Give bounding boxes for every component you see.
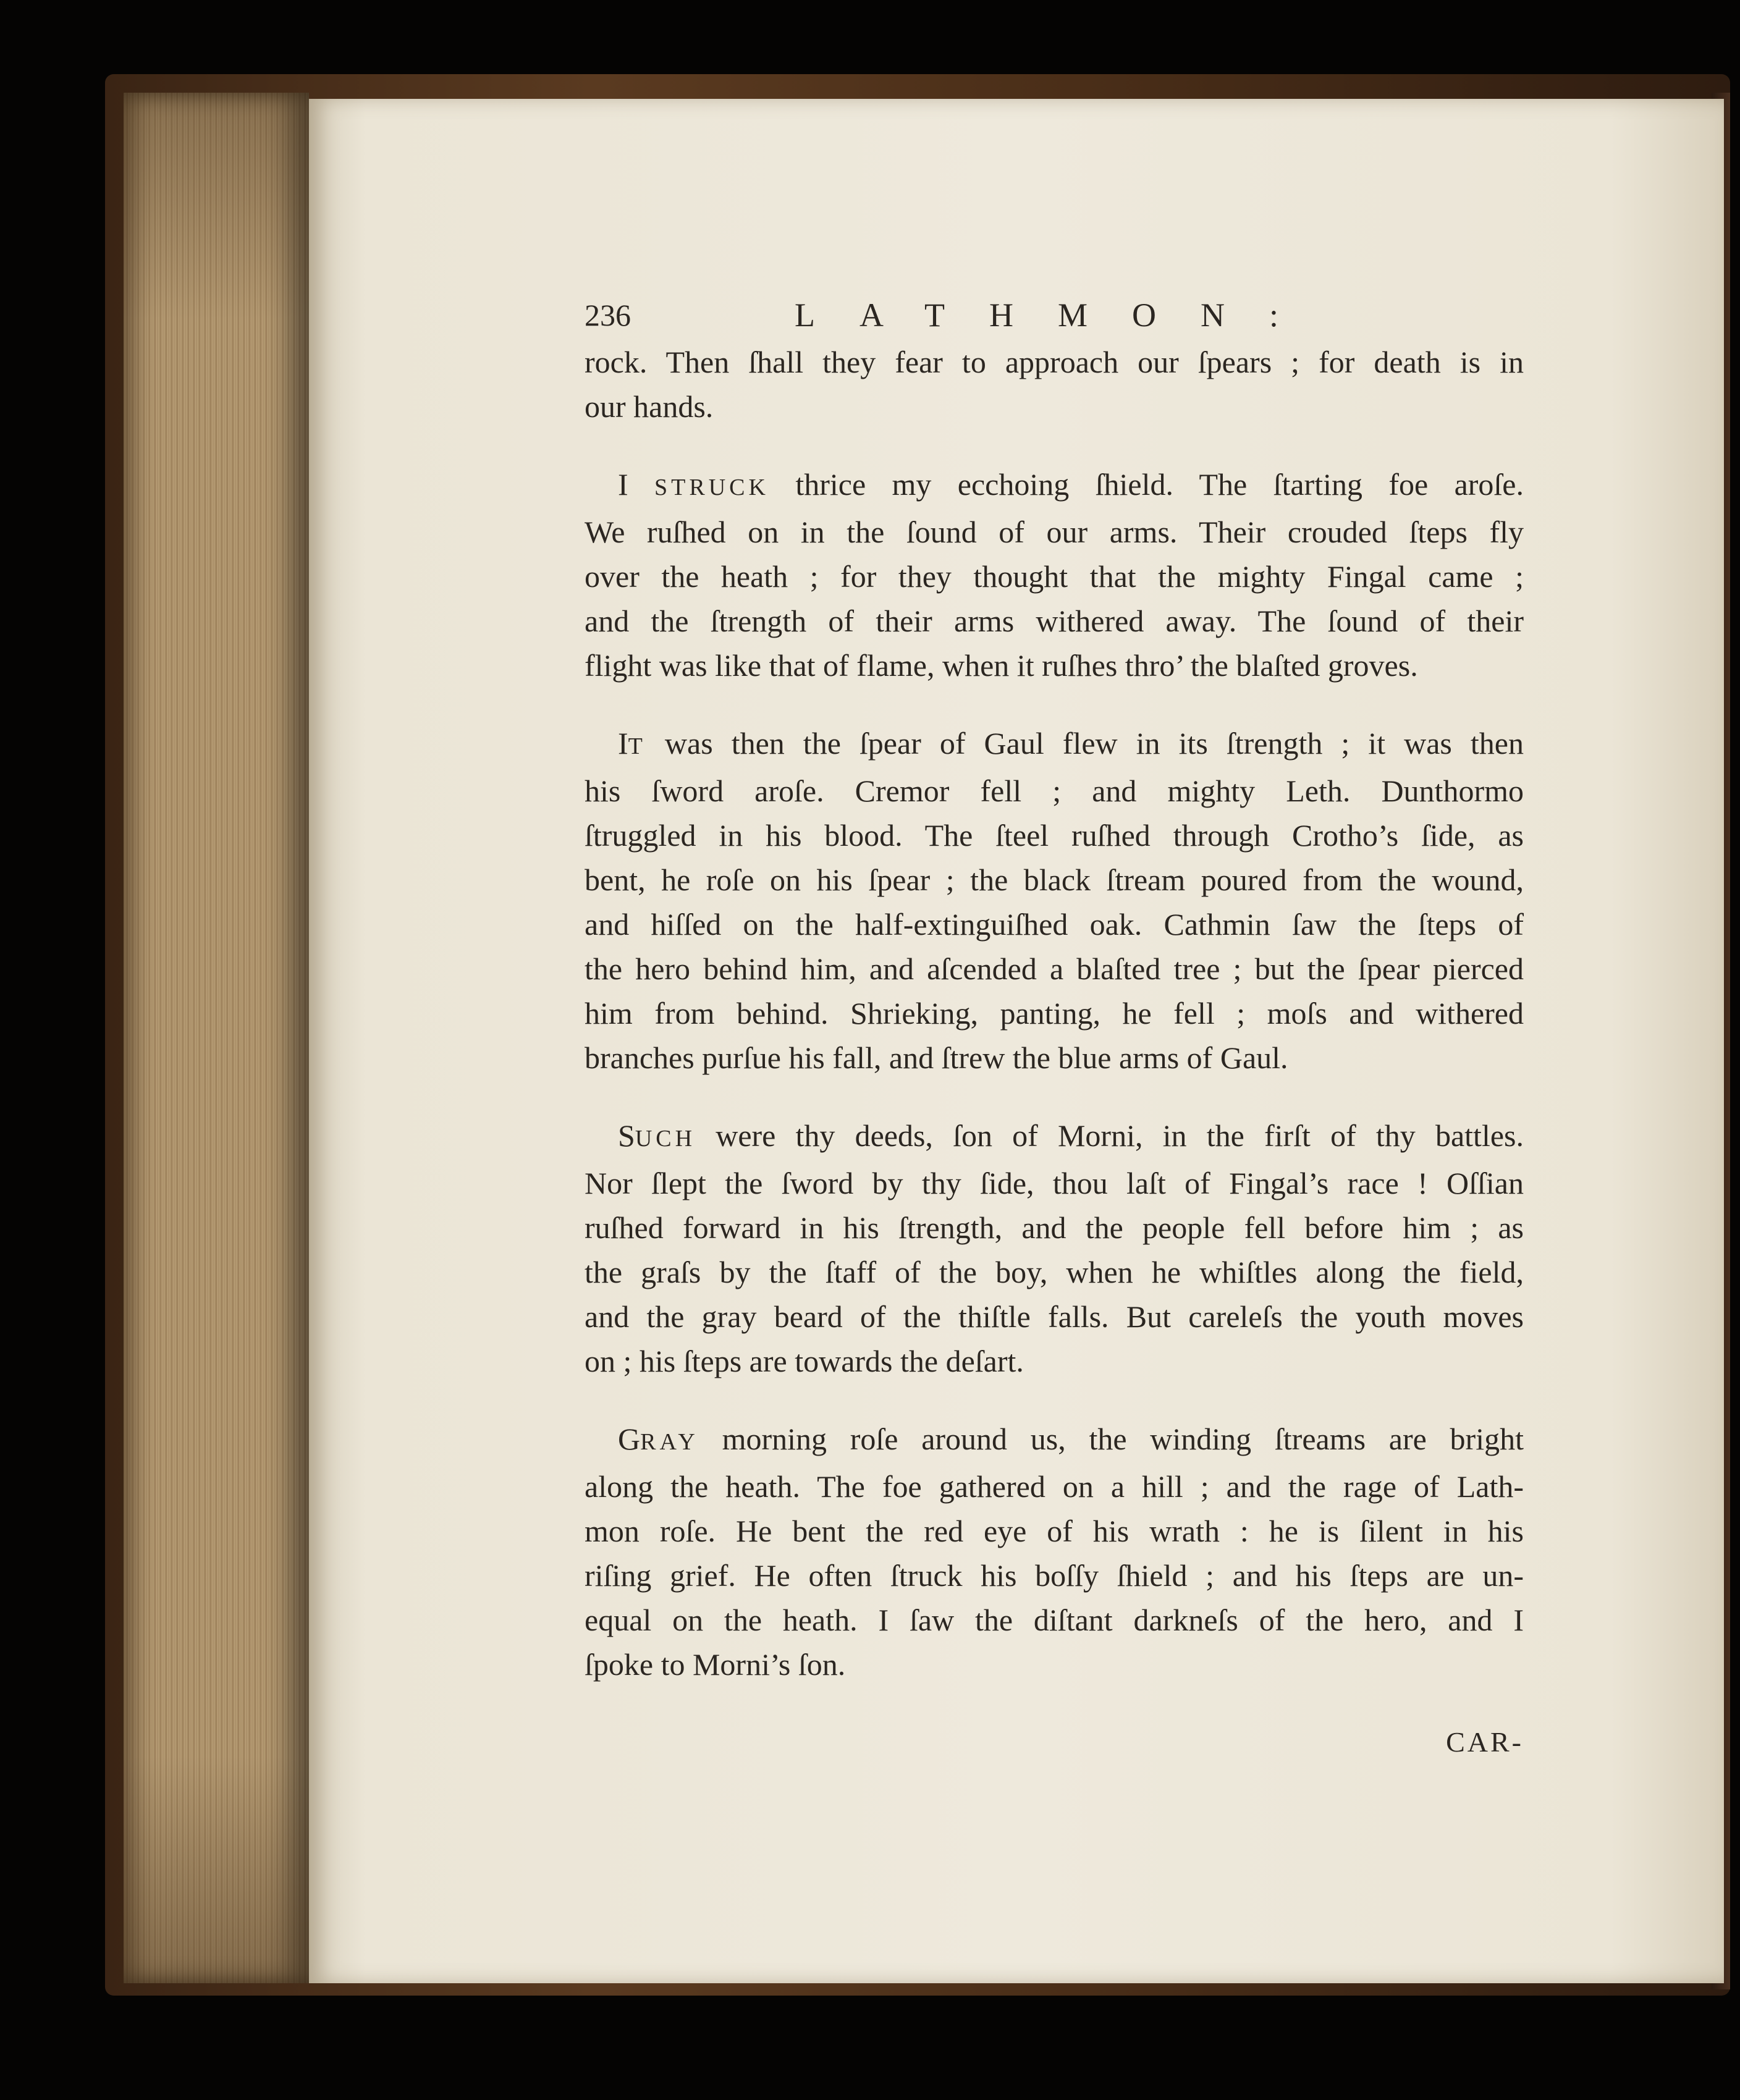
lead-small-caps: STRUCK (654, 474, 769, 500)
text-line: We ruſhed on in the ſound of our arms. Their crouded ſteps fly (585, 515, 1524, 549)
lead-capital: G (618, 1422, 641, 1456)
text-line: our hands. (585, 389, 714, 424)
text-line: riſing grief. He often ſtruck his boſſy ſhield ; and his ſteps are un- (585, 1558, 1524, 1593)
text-line: and hiſſed on the half-extinguiſhed oak. Cathmin ſaw the ſteps of (585, 907, 1524, 942)
lead-capital: I (618, 726, 628, 761)
text-line: and the gray beard of the thiſtle falls. But careleſs the youth moves (585, 1299, 1524, 1334)
text-line: on ; his ſteps are towards the deſart. (585, 1344, 1024, 1378)
text-line: bent, he roſe on his ſpear ; the black ſtream poured from the wound, (585, 862, 1524, 897)
lead-small-caps: UCH (635, 1126, 696, 1152)
text-line: and the ſtrength of their arms withered away. The ſound of their (585, 604, 1524, 638)
text-line (585, 462, 1524, 510)
text-line: him from behind. Shrieking, panting, he fell ; moſs and withered (585, 996, 1524, 1031)
page-text (585, 290, 1524, 1765)
lead-small-caps: RAY (640, 1429, 699, 1455)
text-line: mon roſe. He bent the red eye of his wrath : he is ſilent in his (585, 1514, 1524, 1548)
line-text: thrice my ecchoing ſhield. The ſtarting foe aroſe. (769, 467, 1524, 502)
line-text: morning roſe around us, the winding ſtreams are bright (698, 1422, 1524, 1456)
lead-capital: S (618, 1118, 635, 1153)
text-line: branches purſue his fall, and ſtrew the blue arms of Gaul. (585, 1040, 1288, 1075)
text-line (585, 721, 1524, 769)
catchword: CAR- (1446, 1726, 1524, 1758)
paragraph (585, 1417, 1524, 1687)
page-header (585, 290, 1524, 340)
lead-capital: I (618, 467, 628, 502)
text-line: Nor ſlept the ſword by thy ſide, thou laſt of Fingal’s race ! Oſſian (585, 1166, 1524, 1200)
page-edges (124, 93, 309, 1983)
text-line: flight was like that of flame, when it ruſhes thro’ the blaſted groves. (585, 648, 1418, 683)
text-line (585, 1113, 1524, 1161)
paragraph (585, 1113, 1524, 1383)
text-line: over the heath ; for they thought that the mighty Fingal came ; (585, 559, 1524, 594)
text-line: ſpoke to Morni’s ſon. (585, 1647, 846, 1682)
line-text: was then the ſpear of Gaul flew in its ſtrength ; it was then (646, 726, 1524, 761)
text-line: ruſhed forward in his ſtrength, and the people fell before him ; as (585, 1210, 1524, 1245)
running-title: LATHMON: (795, 297, 1323, 334)
footer-line (585, 1720, 1524, 1765)
paragraph (585, 721, 1524, 1080)
text-line: his ſword aroſe. Cremor fell ; and mighty Leth. Dunthormo (585, 774, 1524, 808)
page-number: 236 (585, 298, 631, 332)
text-line: ſtruggled in his blood. The ſteel ruſhed through Crotho’s ſide, as (585, 818, 1524, 853)
text-line: equal on the heath. I ſaw the diſtant darkneſs of the hero, and I (585, 1603, 1524, 1637)
text-line: the hero behind him, and aſcended a blaſted tree ; but the ſpear pierced (585, 951, 1524, 986)
line-text: were thy deeds, ſon of Morni, in the firſt of thy battles. (696, 1118, 1524, 1153)
text-line: along the heath. The foe gathered on a hill ; and the rage of Lath- (585, 1469, 1524, 1504)
paragraph (585, 340, 1524, 429)
text-line (585, 1417, 1524, 1464)
text-line: rock. Then ſhall they fear to approach our ſpears ; for death is in (585, 345, 1524, 379)
lead-small-caps: T (628, 733, 646, 759)
text-line: the graſs by the ſtaff of the boy, when he whiſtles along the field, (585, 1255, 1524, 1289)
paragraph (585, 462, 1524, 688)
